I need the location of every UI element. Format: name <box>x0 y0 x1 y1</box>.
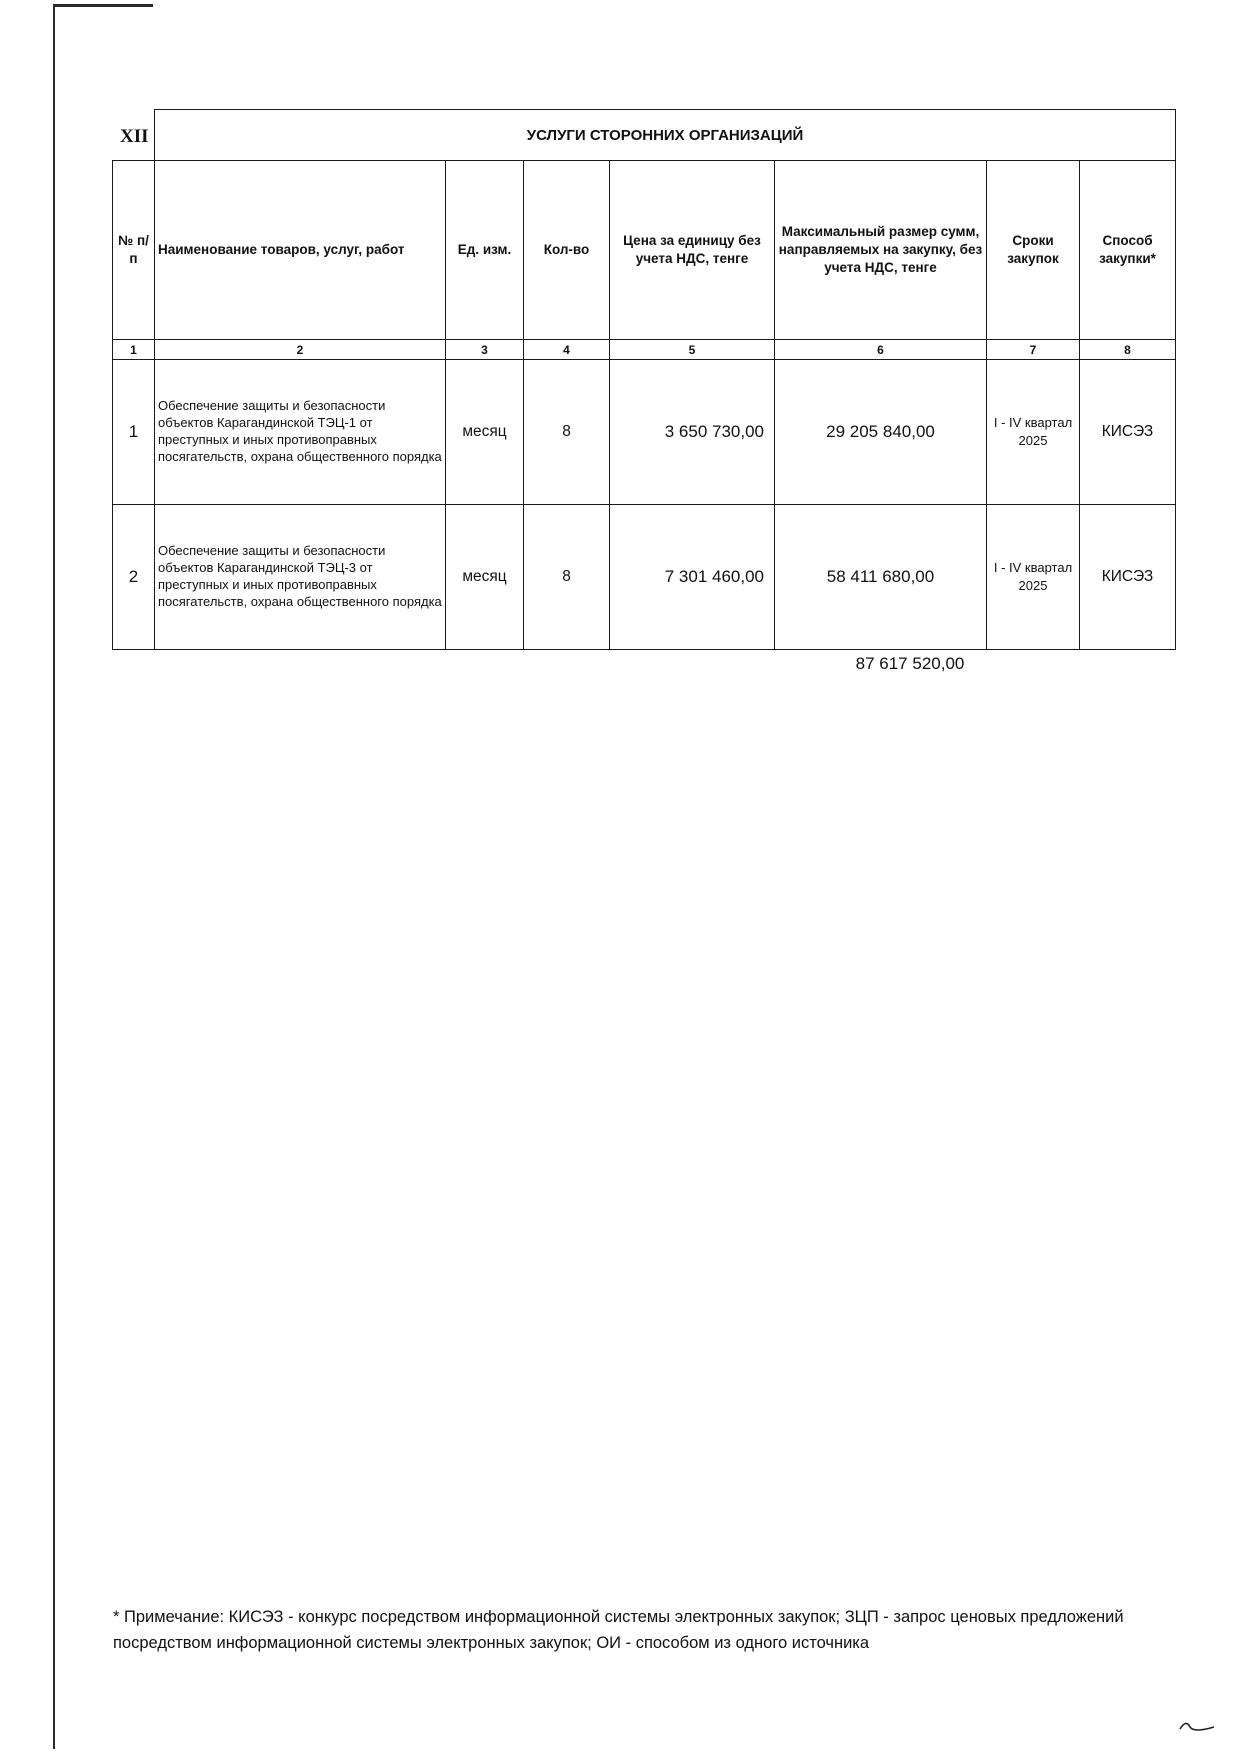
table-row <box>113 360 1176 505</box>
table-header-row <box>113 161 1176 340</box>
column-number: 5 <box>610 340 775 360</box>
row-max-sum: 29 205 840,00 <box>775 360 987 505</box>
table-title-row <box>113 110 1176 161</box>
column-number: 2 <box>155 340 446 360</box>
column-number: 7 <box>987 340 1080 360</box>
procurement-table <box>112 109 1176 650</box>
header-unit: Ед. изм. <box>446 161 524 340</box>
row-method: КИСЭЗ <box>1080 360 1176 505</box>
scan-edge-left <box>53 4 55 1749</box>
row-unit: месяц <box>446 505 524 650</box>
footnote: * Примечание: КИСЭЗ - конкурс посредством информационной системы электронных закупок; ЗЦП - запрос ценовых предложений посредством информационной системы электронных закупок; ОИ - способом из одного источника <box>113 1608 1124 1652</box>
title-spacer-cell <box>113 110 155 161</box>
row-period: I - IV квартал 2025 <box>987 505 1080 650</box>
header-max-sum: Максимальный размер сумм, направляемых на закупку, без учета НДС, тенге <box>775 161 987 340</box>
row-price: 3 650 730,00 <box>610 360 775 505</box>
table-row <box>113 505 1176 650</box>
row-number: 1 <box>113 360 155 505</box>
scan-edge-top <box>53 4 153 7</box>
column-number: 6 <box>775 340 987 360</box>
header-method: Способ закупки* <box>1080 161 1176 340</box>
row-period: I - IV квартал 2025 <box>987 360 1080 505</box>
row-max-sum: 58 411 680,00 <box>775 505 987 650</box>
row-price: 7 301 460,00 <box>610 505 775 650</box>
column-number: 8 <box>1080 340 1176 360</box>
row-name: Обеспечение защиты и безопасности объектов Карагандинской ТЭЦ-1 от преступных и иных противоправных посягательств, охрана общественного порядка <box>155 360 446 505</box>
row-number: 2 <box>113 505 155 650</box>
section-title: УСЛУГИ СТОРОННИХ ОРГАНИЗАЦИЙ <box>155 110 1176 161</box>
total-sum: 87 617 520,00 <box>855 654 965 673</box>
column-number: 4 <box>524 340 610 360</box>
row-method: КИСЭЗ <box>1080 505 1176 650</box>
row-unit: месяц <box>446 360 524 505</box>
section-number: XII <box>120 126 149 147</box>
row-name: Обеспечение защиты и безопасности объектов Карагандинской ТЭЦ-3 от преступных и иных противоправных посягательств, охрана общественного порядка <box>155 505 446 650</box>
row-qty: 8 <box>524 505 610 650</box>
column-number: 1 <box>113 340 155 360</box>
column-number: 3 <box>446 340 524 360</box>
header-qty: Кол-во <box>524 161 610 340</box>
header-name: Наименование товаров, услуг, работ <box>155 161 446 340</box>
header-price: Цена за единицу без учета НДС, тенге <box>610 161 775 340</box>
header-no: № п/п <box>113 161 155 340</box>
row-qty: 8 <box>524 360 610 505</box>
column-number-row <box>113 340 1176 360</box>
header-period: Сроки закупок <box>987 161 1080 340</box>
signature-mark-icon <box>1178 1715 1218 1735</box>
